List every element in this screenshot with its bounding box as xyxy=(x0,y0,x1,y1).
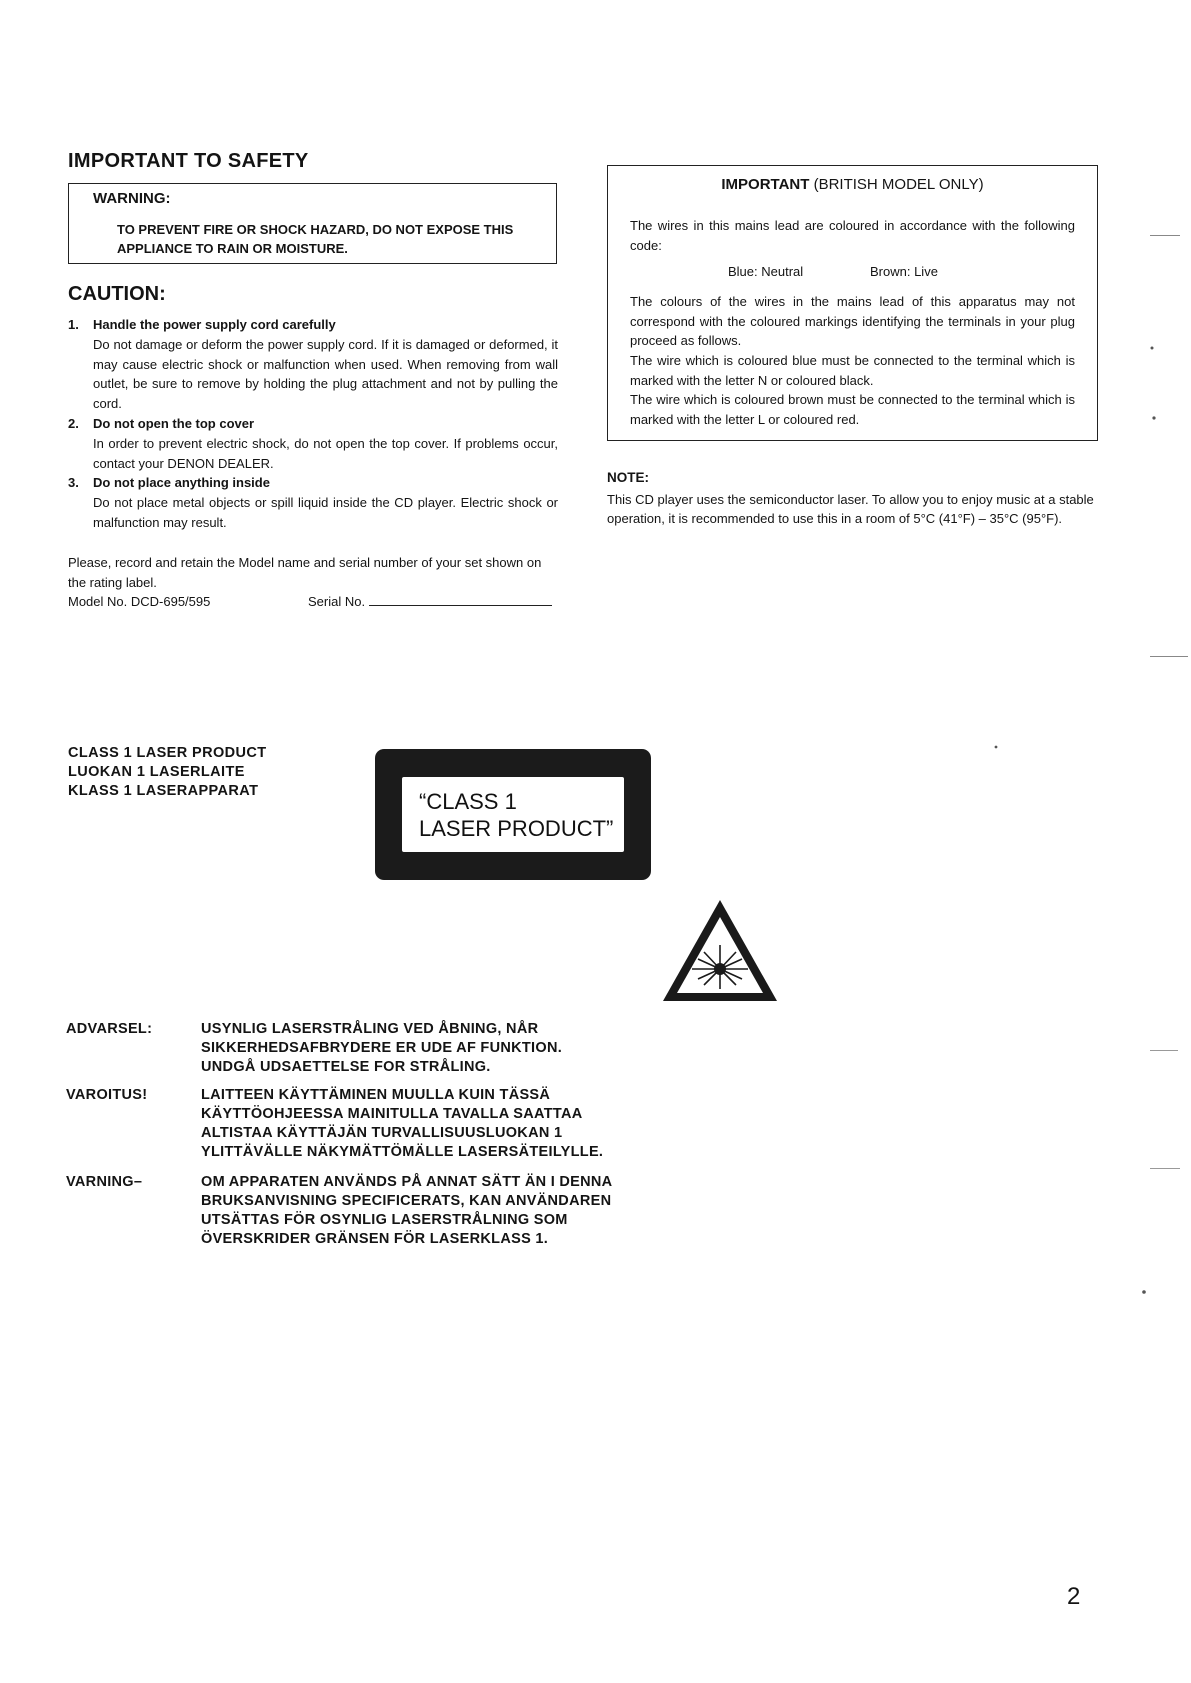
class-line-finnish: LUOKAN 1 LASERLAITE xyxy=(68,764,245,780)
label-text xyxy=(419,788,613,842)
finnish-text xyxy=(201,1086,821,1162)
class-line-english: CLASS 1 LASER PRODUCT xyxy=(68,745,267,761)
serial-blank-line xyxy=(369,603,552,606)
british-para-1: The wires in this mains lead are coloured in accordance with the following code: xyxy=(630,218,1075,253)
british-title-bold: IMPORTANT xyxy=(721,176,810,193)
warning-box xyxy=(68,183,557,264)
british-para-4: The wire which is coloured brown must be connected to the terminal which is marked with the letter L or coloured red. xyxy=(630,392,1075,427)
serial-field xyxy=(308,592,552,612)
danish-line: SIKKERHEDSAFBRYDERE ER UDE AF FUNKTION. xyxy=(201,1040,563,1056)
brown-live: Brown: Live xyxy=(870,264,938,279)
caution-item-number: 2. xyxy=(68,415,79,431)
nordic-warning-danish xyxy=(66,1020,826,1080)
caution-item-number: 3. xyxy=(68,475,79,491)
safety-heading: IMPORTANT TO SAFETY xyxy=(68,150,309,172)
british-title xyxy=(608,176,1097,193)
swedish-line: BRUKSANVISNING SPECIFICERATS, KAN ANVÄNDAREN xyxy=(201,1193,612,1209)
danish-line: USYNLIG LASERSTRÅLING VED ÅBNING, NÅR xyxy=(201,1021,539,1037)
caution-item-title: Handle the power supply cord carefully xyxy=(93,317,336,332)
caution-item-body: In order to prevent electric shock, do not open the top cover. If problems occur, contact your DENON DEALER. xyxy=(93,435,558,471)
caution-item-title: Do not place anything inside xyxy=(93,475,270,491)
finnish-label: VAROITUS! xyxy=(66,1087,148,1103)
danish-label: ADVARSEL: xyxy=(66,1021,153,1037)
nordic-warning-finnish xyxy=(66,1086,826,1166)
model-number: Model No. DCD-695/595 xyxy=(68,594,211,609)
laser-class-lines xyxy=(68,744,267,801)
class-1-laser-label xyxy=(375,749,651,880)
swedish-line: ÖVERSKRIDER GRÄNSEN FÖR LASERKLASS 1. xyxy=(201,1231,549,1247)
finnish-line: ALTISTAA KÄYTTÄJÄN TURVALLISUUSLUOKAN 1 xyxy=(201,1125,563,1141)
caution-item xyxy=(68,473,558,532)
serial-label: Serial No. xyxy=(308,594,366,609)
nordic-warning-swedish xyxy=(66,1173,826,1253)
class-line-swedish: KLASS 1 LASERAPPARAT xyxy=(68,783,259,799)
caution-item-body: Do not damage or deform the power supply cord. If it is damaged or deformed, it may cause electric shock or malfunction when used. When removing from wall outlet, be sure to remove by holding the plug attachment and not by pulling the cord. xyxy=(93,336,558,412)
swedish-label: VARNING– xyxy=(66,1174,143,1190)
finnish-line: KÄYTTÖOHJEESSA MAINITULLA TAVALLA SAATTAA xyxy=(201,1106,583,1122)
label-text-line-2: LASER PRODUCT” xyxy=(419,816,614,841)
record-section xyxy=(68,553,558,612)
caution-item xyxy=(68,315,558,414)
laser-radiation-warning-icon xyxy=(660,897,780,1004)
caution-item-number: 1. xyxy=(68,317,79,332)
swedish-line: OM APPARATEN ANVÄNDS PÅ ANNAT SÄTT ÄN I DENNA xyxy=(201,1174,613,1190)
caution-item xyxy=(68,414,558,473)
warning-text-line-1: TO PREVENT FIRE OR SHOCK HAZARD, DO NOT EXPOSE THIS xyxy=(117,222,514,237)
note-text: This CD player uses the semiconductor laser. To allow you to enjoy music at a stable operation, it is recommended to use this in a room of 5°C (41°F) – 35°C (95°F). xyxy=(607,492,1094,526)
caution-heading: CAUTION: xyxy=(68,283,166,305)
swedish-line: UTSÄTTAS FÖR OSYNLIG LASERSTRÅLNING SOM xyxy=(201,1212,568,1228)
note-title: NOTE: xyxy=(607,470,649,485)
finnish-line: YLITTÄVÄLLE NÄKYMÄTTÖMÄLLE LASERSÄTEILYLLE. xyxy=(201,1144,604,1160)
finnish-line: LAITTEEN KÄYTTÄMINEN MUULLA KUIN TÄSSÄ xyxy=(201,1087,551,1103)
record-text: Please, record and retain the Model name and serial number of your set shown on the rating label. xyxy=(68,555,542,590)
warning-text-line-2: APPLIANCE TO RAIN OR MOISTURE. xyxy=(117,241,348,256)
label-text-line-1: “CLASS 1 xyxy=(419,789,517,814)
caution-list xyxy=(68,315,558,533)
blue-neutral: Blue: Neutral xyxy=(728,264,804,279)
caution-item-body: Do not place metal objects or spill liquid inside the CD player. Electric shock or malfunction may result. xyxy=(93,495,558,530)
danish-line: UNDGÅ UDSAETTELSE FOR STRÅLING. xyxy=(201,1059,491,1075)
label-inner-panel xyxy=(402,777,624,852)
warning-title: WARNING: xyxy=(93,190,171,207)
caution-item-title: Do not open the top cover xyxy=(93,415,255,431)
british-model-box xyxy=(607,165,1098,441)
british-para-2: The colours of the wires in the mains lead of this apparatus may not correspond with the coloured markings identifying the terminals in your plug proceed as follows. xyxy=(630,294,1075,348)
warning-text xyxy=(117,220,547,258)
british-para-3: The wire which is coloured blue must be connected to the terminal which is marked with the letter N or coloured black. xyxy=(630,353,1075,388)
page-number: 2 xyxy=(1067,1583,1081,1610)
swedish-text xyxy=(201,1173,821,1249)
danish-text xyxy=(201,1020,821,1077)
british-title-rest: (BRITISH MODEL ONLY) xyxy=(813,176,984,193)
model-serial-row xyxy=(68,592,558,612)
